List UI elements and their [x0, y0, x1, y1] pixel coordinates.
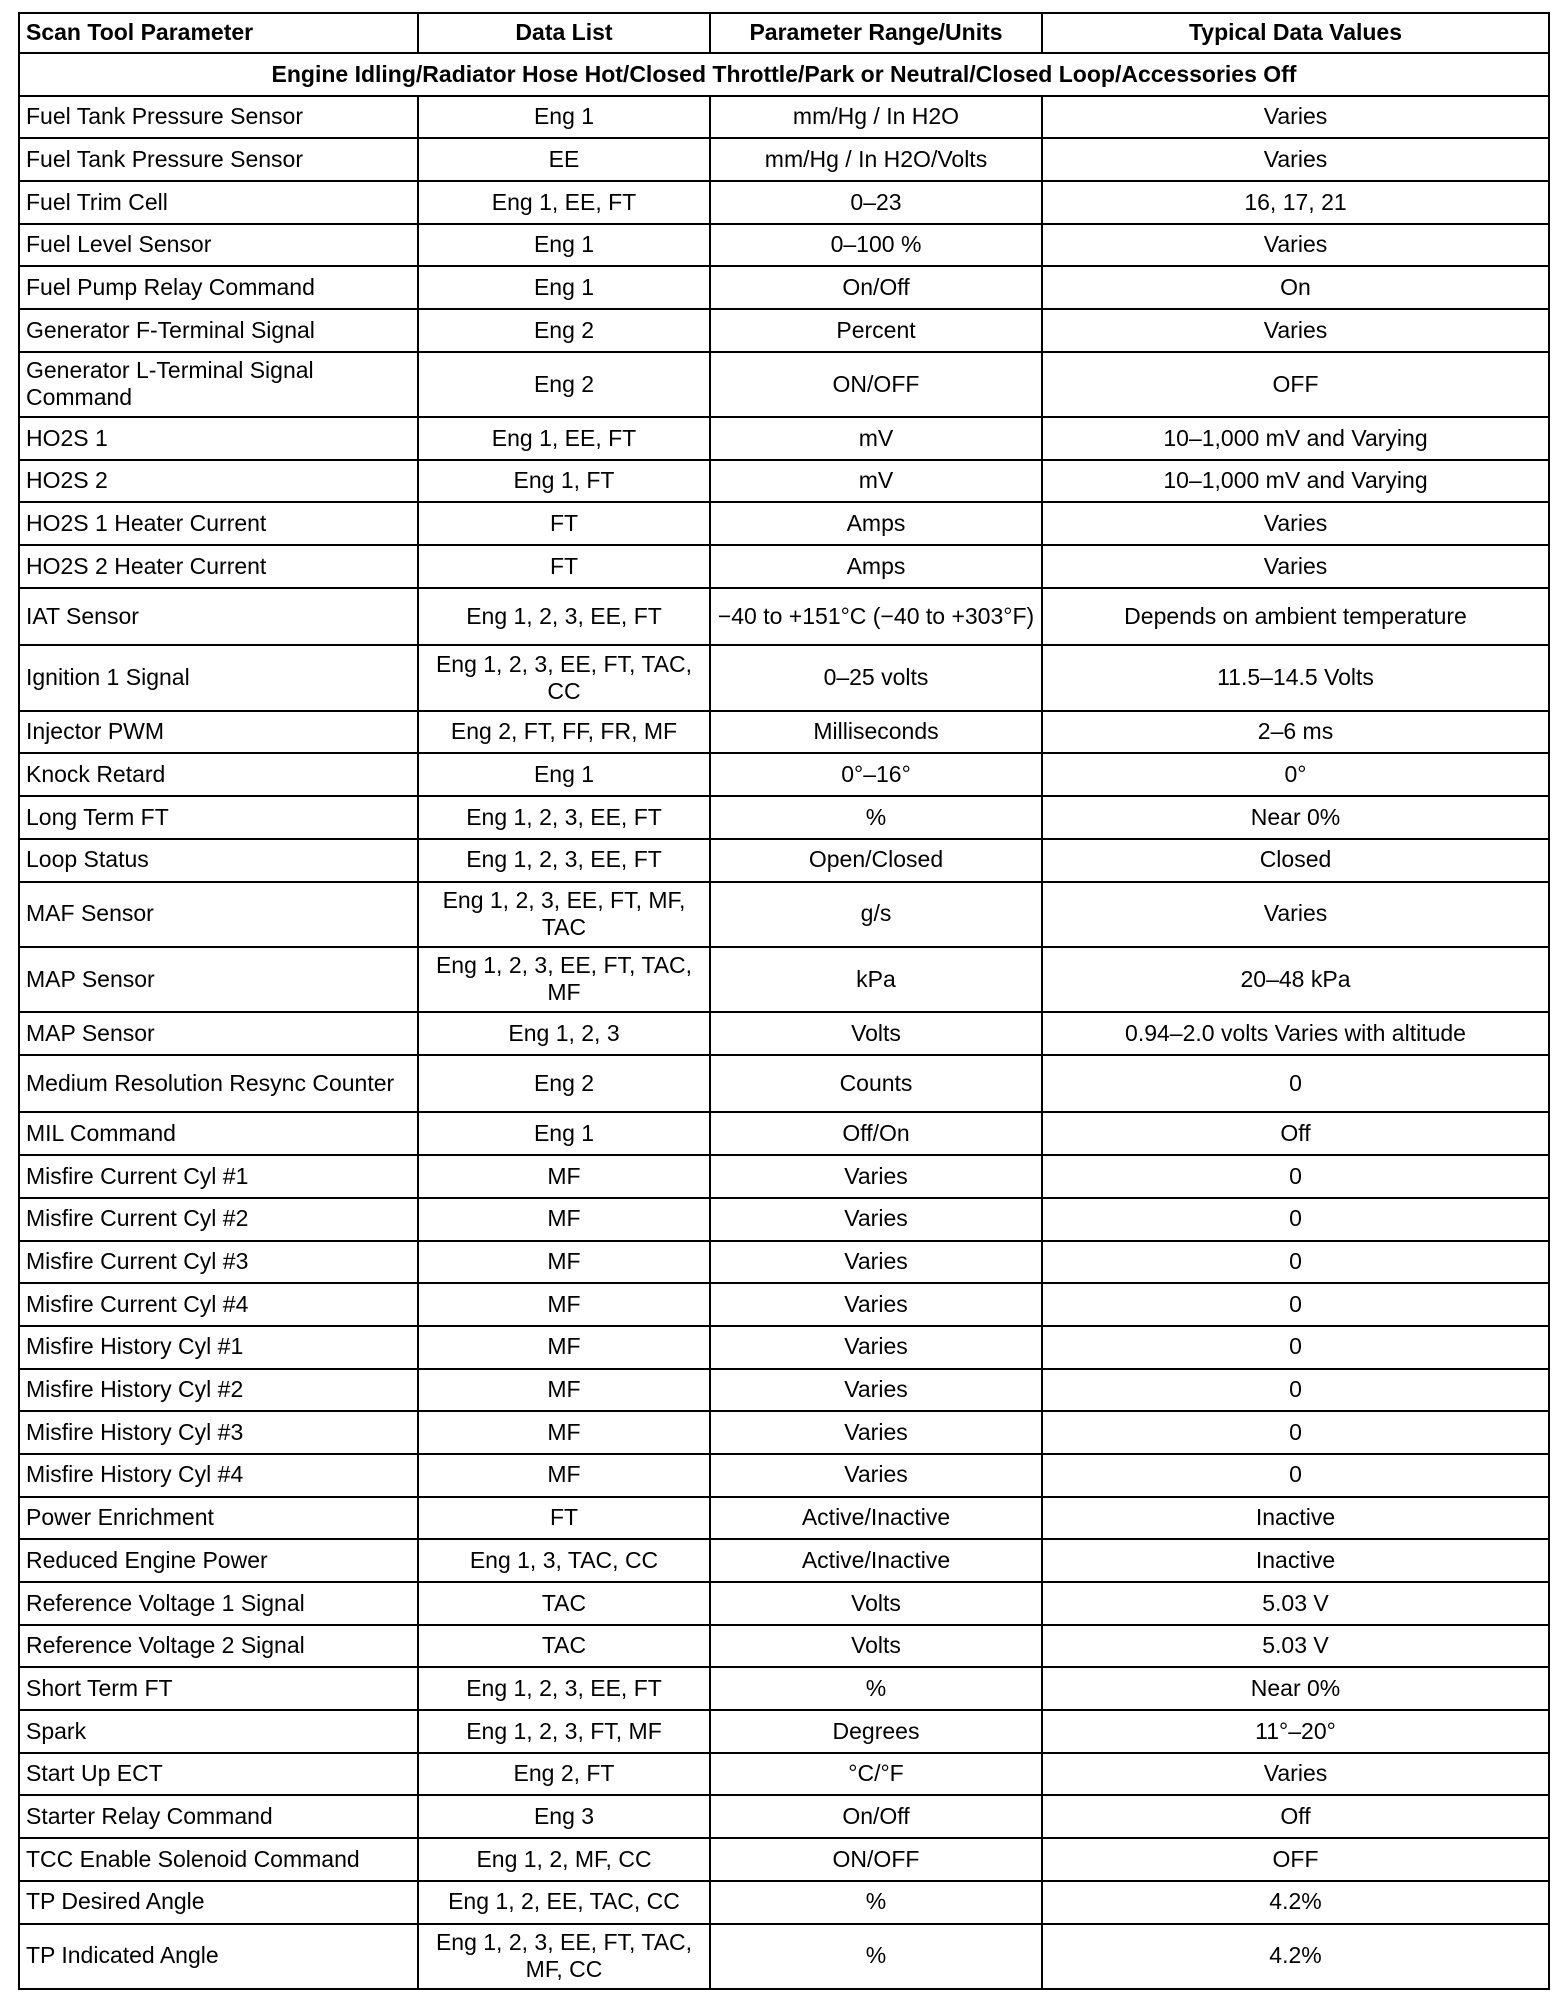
- parameter-cell: HO2S 2 Heater Current: [19, 545, 418, 588]
- table-row: [19, 181, 1549, 224]
- typical-value-cell: 11°–20°: [1042, 1710, 1549, 1753]
- typical-value-cell: Inactive: [1042, 1539, 1549, 1582]
- table-row: [19, 96, 1549, 139]
- table-row: [19, 1241, 1549, 1284]
- table-row: [19, 1582, 1549, 1625]
- table-row: [19, 1411, 1549, 1454]
- table-row: [19, 1881, 1549, 1924]
- data-list-cell: Eng 1: [418, 96, 710, 139]
- data-list-cell: Eng 1, 2, 3: [418, 1012, 710, 1055]
- typical-value-cell: Varies: [1042, 502, 1549, 545]
- data-list-cell: Eng 1, 2, 3, EE, FT: [418, 796, 710, 839]
- data-list-cell: Eng 1, FT: [418, 460, 710, 503]
- range-units-cell: °C/°F: [710, 1753, 1042, 1796]
- parameter-cell: Misfire History Cyl #4: [19, 1454, 418, 1497]
- range-units-cell: Varies: [710, 1454, 1042, 1497]
- data-list-cell: Eng 2: [418, 1055, 710, 1113]
- range-units-cell: On/Off: [710, 266, 1042, 309]
- typical-value-cell: 0: [1042, 1155, 1549, 1198]
- typical-value-cell: Depends on ambient temperature: [1042, 588, 1549, 646]
- range-units-cell: 0–100 %: [710, 224, 1042, 267]
- typical-value-cell: Varies: [1042, 96, 1549, 139]
- data-list-cell: MF: [418, 1283, 710, 1326]
- data-list-cell: Eng 2: [418, 352, 710, 417]
- data-list-cell: Eng 1, 2, 3, FT, MF: [418, 1710, 710, 1753]
- parameter-cell: Reference Voltage 2 Signal: [19, 1625, 418, 1668]
- table-row: [19, 1667, 1549, 1710]
- range-units-cell: Varies: [710, 1411, 1042, 1454]
- table-row: [19, 545, 1549, 588]
- operating-condition: Engine Idling/Radiator Hose Hot/Closed Throttle/Park or Neutral/Closed Loop/Accessories Off: [19, 53, 1549, 96]
- data-list-cell: Eng 2, FT: [418, 1753, 710, 1796]
- range-units-cell: Open/Closed: [710, 839, 1042, 882]
- data-list-cell: MF: [418, 1369, 710, 1412]
- parameter-cell: Starter Relay Command: [19, 1795, 418, 1838]
- parameter-cell: Ignition 1 Signal: [19, 645, 418, 710]
- data-list-cell: Eng 1: [418, 266, 710, 309]
- table-row: [19, 1012, 1549, 1055]
- range-units-cell: mV: [710, 460, 1042, 503]
- range-units-cell: kPa: [710, 947, 1042, 1012]
- range-units-cell: 0–25 volts: [710, 645, 1042, 710]
- typical-value-cell: 0: [1042, 1283, 1549, 1326]
- parameter-cell: Misfire History Cyl #1: [19, 1326, 418, 1369]
- data-list-cell: EE: [418, 138, 710, 181]
- data-list-cell: FT: [418, 545, 710, 588]
- parameter-cell: MAF Sensor: [19, 882, 418, 947]
- range-units-cell: %: [710, 1924, 1042, 1990]
- typical-value-cell: Off: [1042, 1795, 1549, 1838]
- parameter-cell: Medium Resolution Resync Counter: [19, 1055, 418, 1113]
- typical-value-cell: Near 0%: [1042, 796, 1549, 839]
- typical-value-cell: Varies: [1042, 545, 1549, 588]
- range-units-cell: ON/OFF: [710, 1838, 1042, 1881]
- range-units-cell: Off/On: [710, 1112, 1042, 1155]
- table-row: [19, 1539, 1549, 1582]
- table-row: [19, 417, 1549, 460]
- typical-value-cell: 0: [1042, 1411, 1549, 1454]
- range-units-cell: mV: [710, 417, 1042, 460]
- table-row: [19, 882, 1549, 947]
- data-list-cell: Eng 1, 2, 3, EE, FT, TAC, MF, CC: [418, 1924, 710, 1990]
- typical-value-cell: 5.03 V: [1042, 1582, 1549, 1625]
- range-units-cell: Volts: [710, 1012, 1042, 1055]
- data-list-cell: MF: [418, 1411, 710, 1454]
- typical-value-cell: 10–1,000 mV and Varying: [1042, 417, 1549, 460]
- table-row: [19, 1497, 1549, 1540]
- data-list-cell: MF: [418, 1326, 710, 1369]
- header-data-list: Data List: [418, 13, 710, 53]
- parameter-cell: Misfire History Cyl #3: [19, 1411, 418, 1454]
- typical-value-cell: 0: [1042, 1198, 1549, 1241]
- range-units-cell: %: [710, 796, 1042, 839]
- range-units-cell: Volts: [710, 1582, 1042, 1625]
- range-units-cell: ON/OFF: [710, 352, 1042, 417]
- parameter-cell: HO2S 2: [19, 460, 418, 503]
- parameter-cell: Generator F-Terminal Signal: [19, 309, 418, 352]
- typical-value-cell: Closed: [1042, 839, 1549, 882]
- table-row: [19, 1710, 1549, 1753]
- table-row: [19, 1055, 1549, 1113]
- typical-value-cell: 0.94–2.0 volts Varies with altitude: [1042, 1012, 1549, 1055]
- parameter-cell: TP Indicated Angle: [19, 1924, 418, 1990]
- typical-value-cell: 0: [1042, 1326, 1549, 1369]
- parameter-cell: Misfire Current Cyl #3: [19, 1241, 418, 1284]
- typical-value-cell: 4.2%: [1042, 1881, 1549, 1924]
- range-units-cell: %: [710, 1881, 1042, 1924]
- table-row: [19, 1369, 1549, 1412]
- parameter-cell: Short Term FT: [19, 1667, 418, 1710]
- parameter-cell: Fuel Tank Pressure Sensor: [19, 138, 418, 181]
- data-list-cell: Eng 1, 2, MF, CC: [418, 1838, 710, 1881]
- header-parameter-range-units: Parameter Range/Units: [710, 13, 1042, 53]
- typical-value-cell: 5.03 V: [1042, 1625, 1549, 1668]
- data-list-cell: Eng 2, FT, FF, FR, MF: [418, 711, 710, 754]
- table-row: [19, 588, 1549, 646]
- table-row: [19, 502, 1549, 545]
- parameter-cell: MAP Sensor: [19, 1012, 418, 1055]
- parameter-cell: Misfire History Cyl #2: [19, 1369, 418, 1412]
- table-row: [19, 711, 1549, 754]
- data-list-cell: Eng 1, EE, FT: [418, 181, 710, 224]
- data-list-cell: Eng 1: [418, 1112, 710, 1155]
- table-row: [19, 1283, 1549, 1326]
- range-units-cell: Varies: [710, 1155, 1042, 1198]
- typical-value-cell: 16, 17, 21: [1042, 181, 1549, 224]
- range-units-cell: Varies: [710, 1369, 1042, 1412]
- typical-value-cell: Varies: [1042, 138, 1549, 181]
- parameter-cell: Power Enrichment: [19, 1497, 418, 1540]
- typical-value-cell: Varies: [1042, 309, 1549, 352]
- typical-value-cell: Off: [1042, 1112, 1549, 1155]
- typical-value-cell: 0: [1042, 1369, 1549, 1412]
- range-units-cell: 0°–16°: [710, 753, 1042, 796]
- range-units-cell: Volts: [710, 1625, 1042, 1668]
- data-list-cell: Eng 3: [418, 1795, 710, 1838]
- parameter-cell: HO2S 1 Heater Current: [19, 502, 418, 545]
- data-list-cell: Eng 1: [418, 224, 710, 267]
- range-units-cell: Milliseconds: [710, 711, 1042, 754]
- table-row: [19, 309, 1549, 352]
- typical-value-cell: 4.2%: [1042, 1924, 1549, 1990]
- typical-value-cell: OFF: [1042, 352, 1549, 417]
- range-units-cell: Degrees: [710, 1710, 1042, 1753]
- typical-value-cell: 0: [1042, 1241, 1549, 1284]
- range-units-cell: g/s: [710, 882, 1042, 947]
- parameter-cell: Reference Voltage 1 Signal: [19, 1582, 418, 1625]
- parameter-cell: Reduced Engine Power: [19, 1539, 418, 1582]
- typical-value-cell: Varies: [1042, 224, 1549, 267]
- parameter-cell: TP Desired Angle: [19, 1881, 418, 1924]
- parameter-cell: Injector PWM: [19, 711, 418, 754]
- range-units-cell: Varies: [710, 1198, 1042, 1241]
- data-list-cell: MF: [418, 1454, 710, 1497]
- range-units-cell: On/Off: [710, 1795, 1042, 1838]
- range-units-cell: Varies: [710, 1283, 1042, 1326]
- parameter-cell: Generator L-Terminal Signal Command: [19, 352, 418, 417]
- typical-value-cell: Varies: [1042, 882, 1549, 947]
- typical-value-cell: On: [1042, 266, 1549, 309]
- parameter-cell: Start Up ECT: [19, 1753, 418, 1796]
- typical-value-cell: 0°: [1042, 753, 1549, 796]
- range-units-cell: 0–23: [710, 181, 1042, 224]
- parameter-cell: TCC Enable Solenoid Command: [19, 1838, 418, 1881]
- data-list-cell: Eng 1, 2, EE, TAC, CC: [418, 1881, 710, 1924]
- table-row: [19, 460, 1549, 503]
- data-list-cell: TAC: [418, 1582, 710, 1625]
- table-row: [19, 1924, 1549, 1990]
- data-list-cell: Eng 1, 2, 3, EE, FT: [418, 839, 710, 882]
- data-list-cell: Eng 2: [418, 309, 710, 352]
- data-list-cell: Eng 1, 2, 3, EE, FT, TAC, MF: [418, 947, 710, 1012]
- data-list-cell: Eng 1, 3, TAC, CC: [418, 1539, 710, 1582]
- range-units-cell: Varies: [710, 1241, 1042, 1284]
- range-units-cell: Active/Inactive: [710, 1497, 1042, 1540]
- table-row: [19, 1198, 1549, 1241]
- table-row: [19, 753, 1549, 796]
- parameter-cell: Long Term FT: [19, 796, 418, 839]
- typical-value-cell: 0: [1042, 1055, 1549, 1113]
- parameter-cell: Misfire Current Cyl #1: [19, 1155, 418, 1198]
- range-units-cell: Amps: [710, 502, 1042, 545]
- table-row: [19, 1454, 1549, 1497]
- data-list-cell: Eng 1, 2, 3, EE, FT: [418, 1667, 710, 1710]
- table-row: [19, 839, 1549, 882]
- table-row: [19, 1155, 1549, 1198]
- header-typical-data-values: Typical Data Values: [1042, 13, 1549, 53]
- parameter-cell: Misfire Current Cyl #4: [19, 1283, 418, 1326]
- typical-value-cell: 10–1,000 mV and Varying: [1042, 460, 1549, 503]
- data-list-cell: Eng 1: [418, 753, 710, 796]
- data-list-cell: Eng 1, 2, 3, EE, FT: [418, 588, 710, 646]
- data-list-cell: MF: [418, 1241, 710, 1284]
- range-units-cell: Varies: [710, 1326, 1042, 1369]
- parameter-cell: HO2S 1: [19, 417, 418, 460]
- parameter-cell: Fuel Pump Relay Command: [19, 266, 418, 309]
- parameter-cell: Loop Status: [19, 839, 418, 882]
- typical-value-cell: 20–48 kPa: [1042, 947, 1549, 1012]
- table-row: [19, 1112, 1549, 1155]
- range-units-cell: Percent: [710, 309, 1042, 352]
- typical-value-cell: 11.5–14.5 Volts: [1042, 645, 1549, 710]
- table-row: [19, 224, 1549, 267]
- typical-value-cell: 0: [1042, 1454, 1549, 1497]
- table-row: [19, 138, 1549, 181]
- parameter-cell: IAT Sensor: [19, 588, 418, 646]
- header-row: [19, 13, 1549, 53]
- table-row: [19, 1795, 1549, 1838]
- parameter-cell: Fuel Level Sensor: [19, 224, 418, 267]
- typical-value-cell: 2–6 ms: [1042, 711, 1549, 754]
- table-row: [19, 796, 1549, 839]
- parameter-cell: Fuel Tank Pressure Sensor: [19, 96, 418, 139]
- range-units-cell: mm/Hg / In H2O/Volts: [710, 138, 1042, 181]
- condition-row: [19, 53, 1549, 96]
- table-row: [19, 645, 1549, 710]
- table-row: [19, 266, 1549, 309]
- typical-value-cell: Inactive: [1042, 1497, 1549, 1540]
- typical-value-cell: Varies: [1042, 1753, 1549, 1796]
- range-units-cell: mm/Hg / In H2O: [710, 96, 1042, 139]
- parameter-cell: Misfire Current Cyl #2: [19, 1198, 418, 1241]
- header-scan-tool-parameter: Scan Tool Parameter: [19, 13, 418, 53]
- parameter-cell: Knock Retard: [19, 753, 418, 796]
- data-list-cell: Eng 1, 2, 3, EE, FT, MF, TAC: [418, 882, 710, 947]
- table-row: [19, 352, 1549, 417]
- data-list-cell: TAC: [418, 1625, 710, 1668]
- typical-value-cell: OFF: [1042, 1838, 1549, 1881]
- data-list-cell: MF: [418, 1198, 710, 1241]
- range-units-cell: Amps: [710, 545, 1042, 588]
- parameter-cell: Spark: [19, 1710, 418, 1753]
- typical-value-cell: Near 0%: [1042, 1667, 1549, 1710]
- table-row: [19, 1838, 1549, 1881]
- table-row: [19, 1753, 1549, 1796]
- table-row: [19, 1625, 1549, 1668]
- data-list-cell: FT: [418, 1497, 710, 1540]
- range-units-cell: %: [710, 1667, 1042, 1710]
- table-row: [19, 947, 1549, 1012]
- data-list-cell: MF: [418, 1155, 710, 1198]
- range-units-cell: Counts: [710, 1055, 1042, 1113]
- parameter-cell: Fuel Trim Cell: [19, 181, 418, 224]
- table-row: [19, 1326, 1549, 1369]
- data-list-cell: Eng 1, EE, FT: [418, 417, 710, 460]
- parameter-cell: MAP Sensor: [19, 947, 418, 1012]
- parameter-cell: MIL Command: [19, 1112, 418, 1155]
- scan-tool-data-table: [18, 12, 1550, 1990]
- data-list-cell: Eng 1, 2, 3, EE, FT, TAC, CC: [418, 645, 710, 710]
- data-list-cell: FT: [418, 502, 710, 545]
- range-units-cell: Active/Inactive: [710, 1539, 1042, 1582]
- range-units-cell: −40 to +151°C (−40 to +303°F): [710, 588, 1042, 646]
